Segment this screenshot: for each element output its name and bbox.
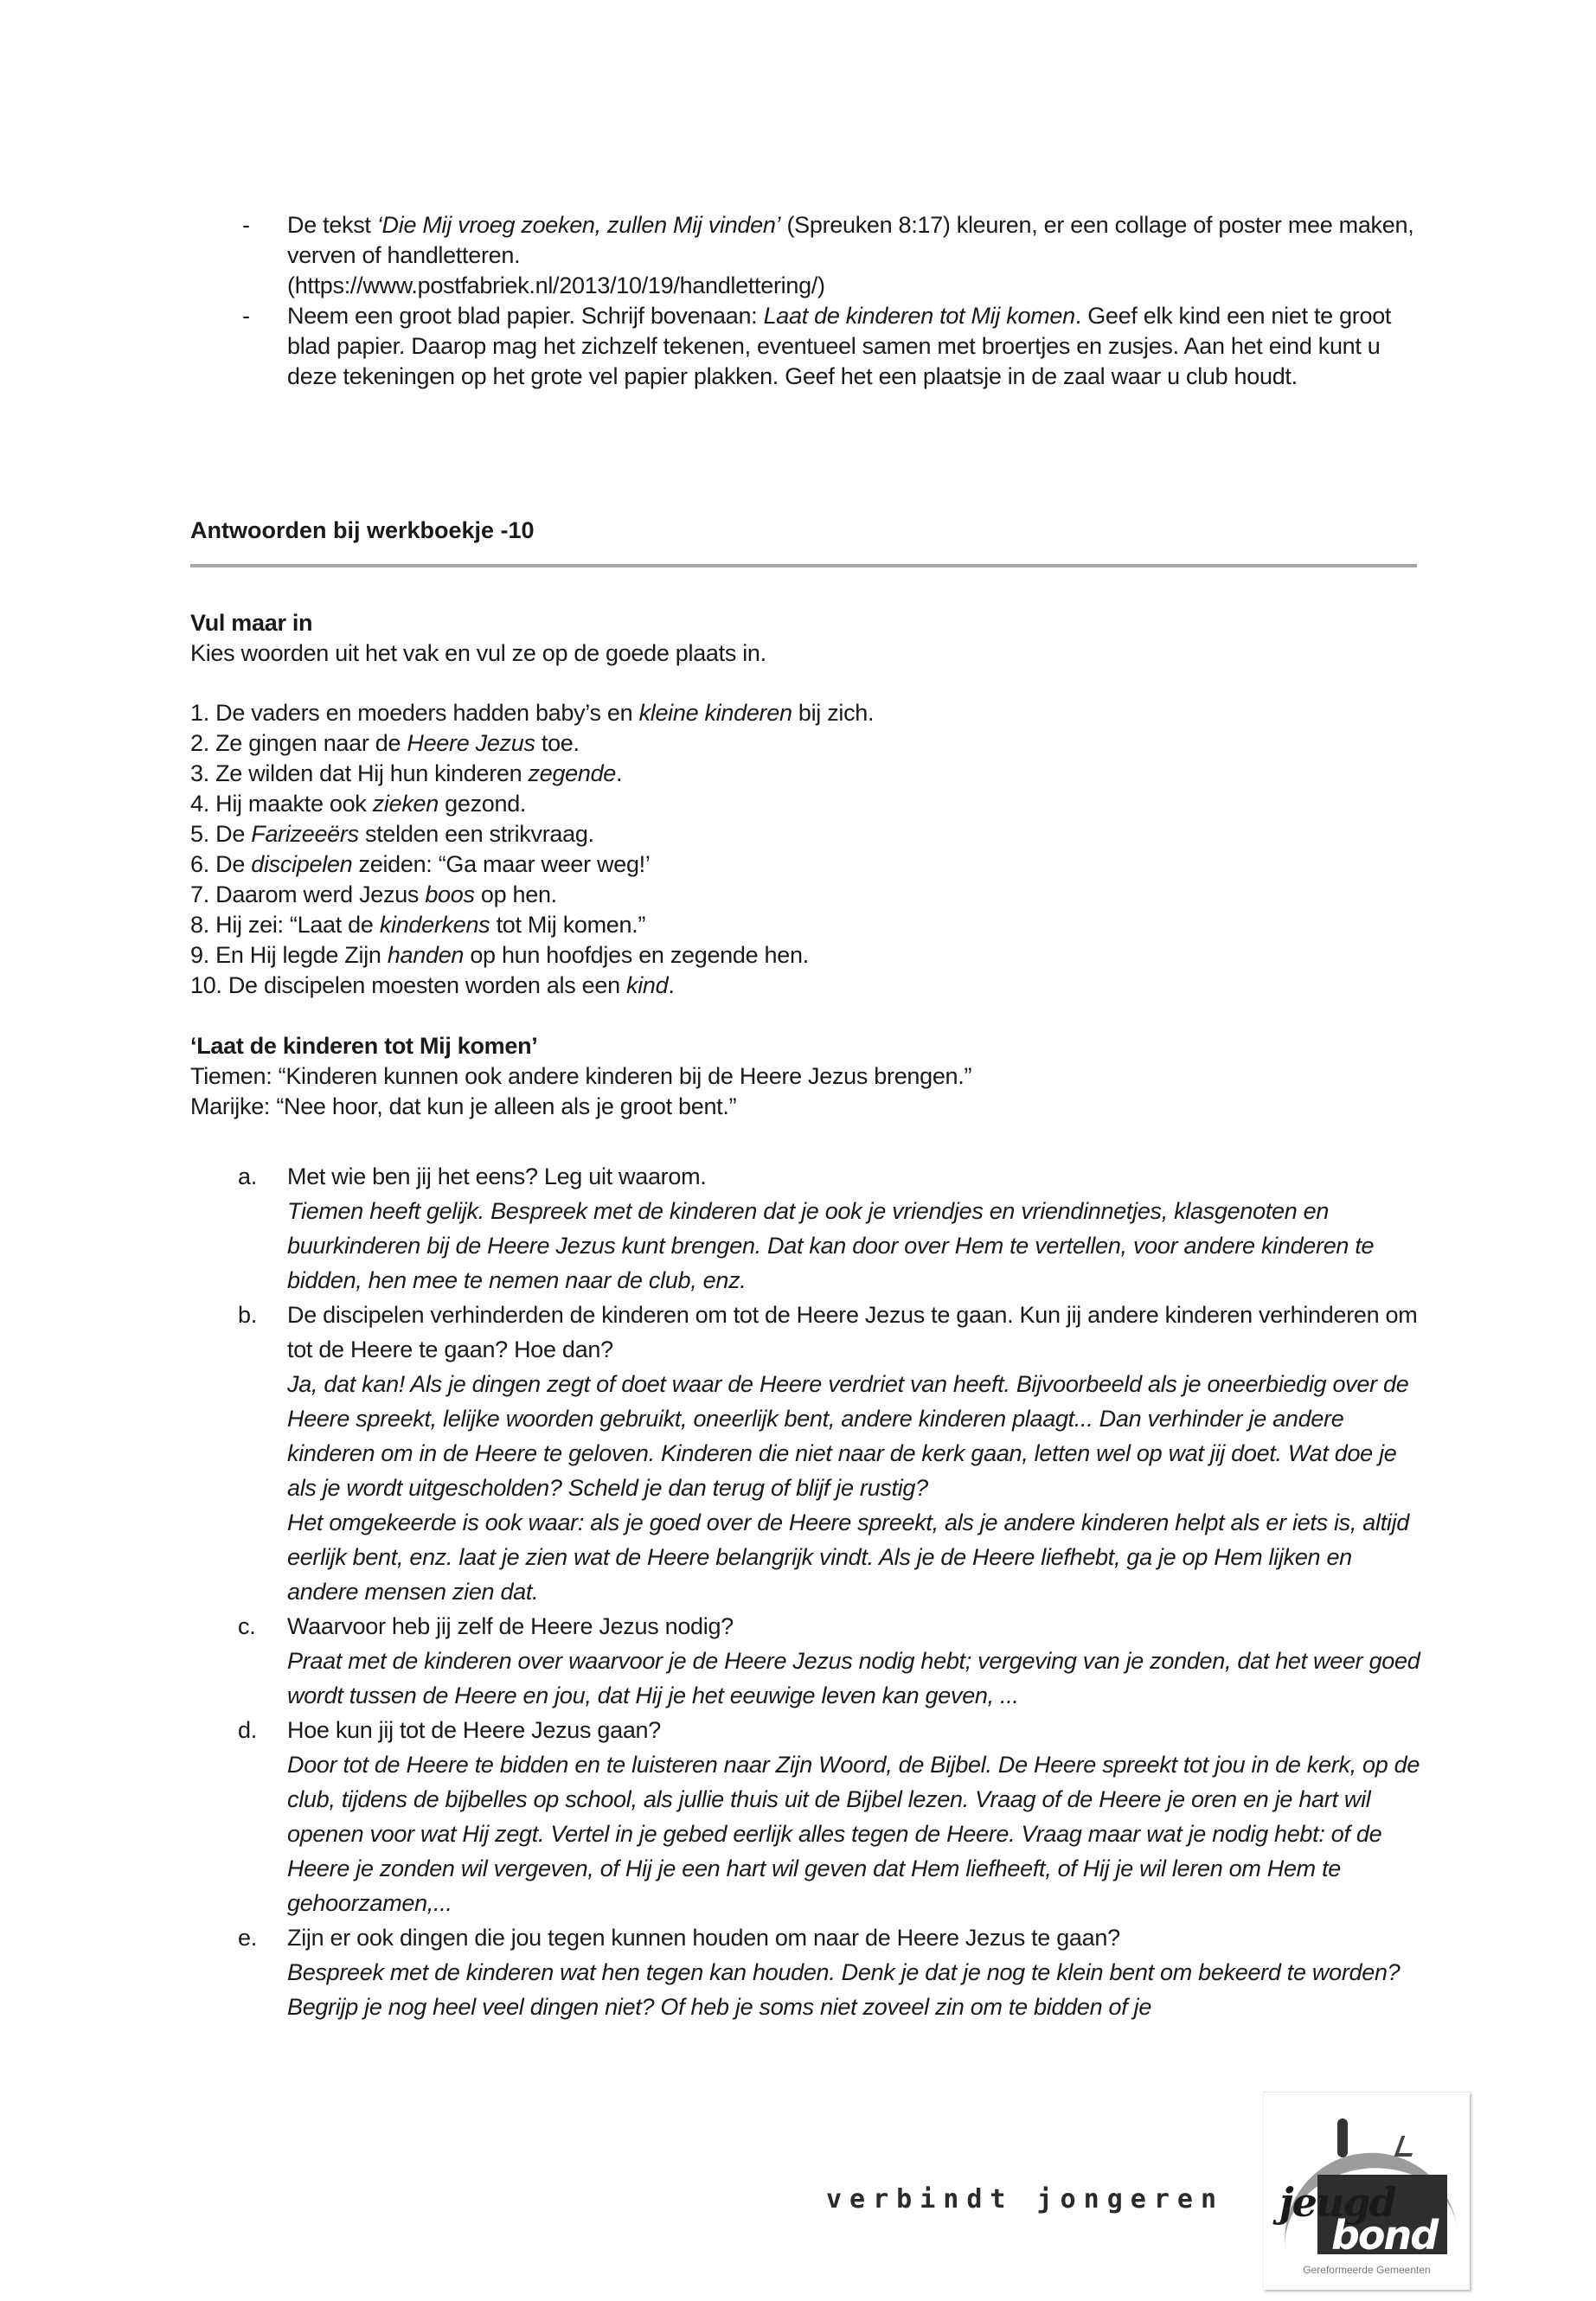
jeugdbond-logo (1263, 2092, 1470, 2290)
bullet-dash: - (242, 303, 250, 329)
list-item: 7. Daarom werd Jezus boos op hen. (190, 881, 557, 907)
bullet-item (190, 210, 1419, 301)
answer-text: Ja, dat kan! Als je dingen zegt of doet waar de Heere verdriet van heeft. Bijvoorbeeld als je oneerbiedig over de Heere spreekt, lelijke woorden gebruikt, oneerlijk bent, andere kinderen plaagt... Dan verhinder je andere kinderen om in de Heere te geloven. Kinderen die niet naar de kerk gaan, letten wel op wat jij doet. Wat doe je als je wordt uitgescholden? Scheld je dan terug of blijf je rustig? (287, 1371, 1409, 1501)
answer-text: Het omgekeerde is ook waar: als je goed over de Heere spreekt, als je andere kinderen helpt als er iets is, altijd eerlijk bent, enz. laat je zien wat de Heere belangrijk vindt. Als je de Heere liefhebt, ga je op Hem lijken en andere mensen zien dat. (287, 1509, 1410, 1605)
logo-word-bond: bond (1331, 2212, 1438, 2259)
handlettering-link[interactable]: (https://www.postfabriek.nl/2013/10/19/handlettering/) (287, 272, 825, 298)
list-item: 5. De Farizeeërs stelden een strikvraag. (190, 821, 594, 847)
list-item: 3. Ze wilden dat Hij hun kinderen zegende. (190, 760, 623, 786)
laat-de-kinderen-section (190, 1031, 1419, 1122)
dialogue-line: Marijke: “Nee hoor, dat kun je alleen als je groot bent.” (190, 1093, 737, 1119)
dialogue-line: Tiemen: “Kinderen kunnen ook andere kinderen bij de Heere Jezus brengen.” (190, 1063, 972, 1089)
question-letter: c. (238, 1613, 256, 1639)
answer-text: Bespreek met de kinderen wat hen tegen kan houden. Denk je dat je nog te klein bent om bekeerd te worden? Begrijp je nog heel veel dingen niet? Of heb je soms niet zoveel zin om te bidden of je (287, 1959, 1401, 2020)
question-item-c (190, 1609, 1427, 1713)
bullet-dash: - (242, 212, 250, 238)
activity-bullet-list (190, 210, 1419, 392)
answer-text: Praat met de kinderen over waarvoor je de Heere Jezus nodig hebt; vergeving van je zonden, dat het weer goed wordt tussen de Heere en jou, dat Hij je het eeuwige leven kan geven, ... (287, 1648, 1420, 1708)
logo-figure-icon (1337, 2118, 1348, 2157)
question-letter: a. (238, 1163, 257, 1189)
question-letter: d. (238, 1717, 257, 1743)
list-item: 8. Hij zei: “Laat de kinderkens tot Mij komen.” (190, 912, 646, 938)
list-item: 2. Ze gingen naar de Heere Jezus toe. (190, 730, 580, 756)
bullet-text: De tekst ‘Die Mij vroeg zoeken, zullen Mij vinden’ (Spreuken 8:17) kleuren, er een collage of poster mee maken, verven of handletteren. (https://www.postfabriek.nl/2013/10/19/handlettering/) (287, 212, 1414, 298)
question-item-e (190, 1920, 1427, 2024)
list-item: 4. Hij maakte ook zieken gezond. (190, 791, 527, 817)
question-text: Waarvoor heb jij zelf de Heere Jezus nodig? (287, 1613, 734, 1639)
logo-figure-icon (1394, 2136, 1420, 2157)
logo-subtitle: Gereformeerde Gemeenten (1303, 2264, 1431, 2276)
laat-heading: ‘Laat de kinderen tot Mij komen’ (190, 1033, 538, 1059)
fill-in-instruction: Kies woorden uit het vak en vul ze op de goede plaats in. (190, 640, 766, 666)
bullet-item (190, 301, 1419, 392)
horizontal-divider (190, 564, 1417, 567)
question-item-b (190, 1298, 1427, 1609)
question-letter: b. (238, 1302, 257, 1328)
fill-in-answer-list (190, 698, 1419, 1001)
list-item: 10. De discipelen moesten worden als een kind. (190, 972, 675, 998)
fill-in-header (190, 608, 1419, 669)
list-item: 1. De vaders en moeders hadden baby’s en kleine kinderen bij zich. (190, 700, 875, 726)
list-item: 9. En Hij legde Zijn handen op hun hoofdjes en zegende hen. (190, 942, 809, 968)
fill-in-heading: Vul maar in (190, 610, 313, 636)
question-item-d (190, 1713, 1427, 1920)
answer-text: Door tot de Heere te bidden en te luisteren naar Zijn Woord, de Bijbel. De Heere spreekt tot jou in de kerk, op de club, tijdens de bijbelles op school, als jullie thuis uit de Bijbel lezen. Vraag of de Heere je oren en je hart wil openen voor wat Hij zegt. Vertel in je gebed eerlijk alles tegen de Heere. Vraag maar wat je nodig hebt: of de Heere je zonden wil vergeven, of Hij je een hart wil geven dat Hem liefheeft, of Hij je wil leren om Hem te gehoorzamen,... (287, 1752, 1420, 1916)
logo-word-jeugd: jeugd (1279, 2179, 1395, 2226)
footer-slogan: verbindt jongeren (826, 2184, 1225, 2214)
question-item-a (190, 1159, 1427, 1298)
question-text: Met wie ben jij het eens? Leg uit waarom. (287, 1163, 707, 1189)
question-text: Zijn er ook dingen die jou tegen kunnen houden om naar de Heere Jezus te gaan? (287, 1925, 1120, 1951)
list-item: 6. De discipelen zeiden: “Ga maar weer weg!’ (190, 851, 651, 877)
question-text: De discipelen verhinderden de kinderen om tot de Heere Jezus te gaan. Kun jij andere kinderen verhinderen om tot de Heere te gaan? Hoe dan? (287, 1302, 1418, 1362)
section-title: Antwoorden bij werkboekje -10 (190, 517, 535, 543)
bullet-text: Neem een groot blad papier. Schrijf bovenaan: Laat de kinderen tot Mij komen. Geef elk kind een niet te groot blad papier. Daarop mag het zichzelf tekenen, eventueel samen met broertjes en zusjes. Aan het eind kunt u deze tekeningen op het grote vel papier plakken. Geef het een plaatsje in de zaal waar u club houdt. (287, 303, 1392, 389)
question-text: Hoe kun jij tot de Heere Jezus gaan? (287, 1717, 661, 1743)
answer-text: Tiemen heeft gelijk. Bespreek met de kinderen dat je ook je vriendjes en vriendinnetjes, klasgenoten en buurkinderen bij de Heere Jezus kunt brengen. Dat kan door over Hem te vertellen, voor andere kinderen te bidden, hen mee te nemen naar de club, enz. (287, 1198, 1375, 1293)
question-answer-list (190, 1159, 1427, 2024)
question-letter: e. (238, 1925, 257, 1951)
